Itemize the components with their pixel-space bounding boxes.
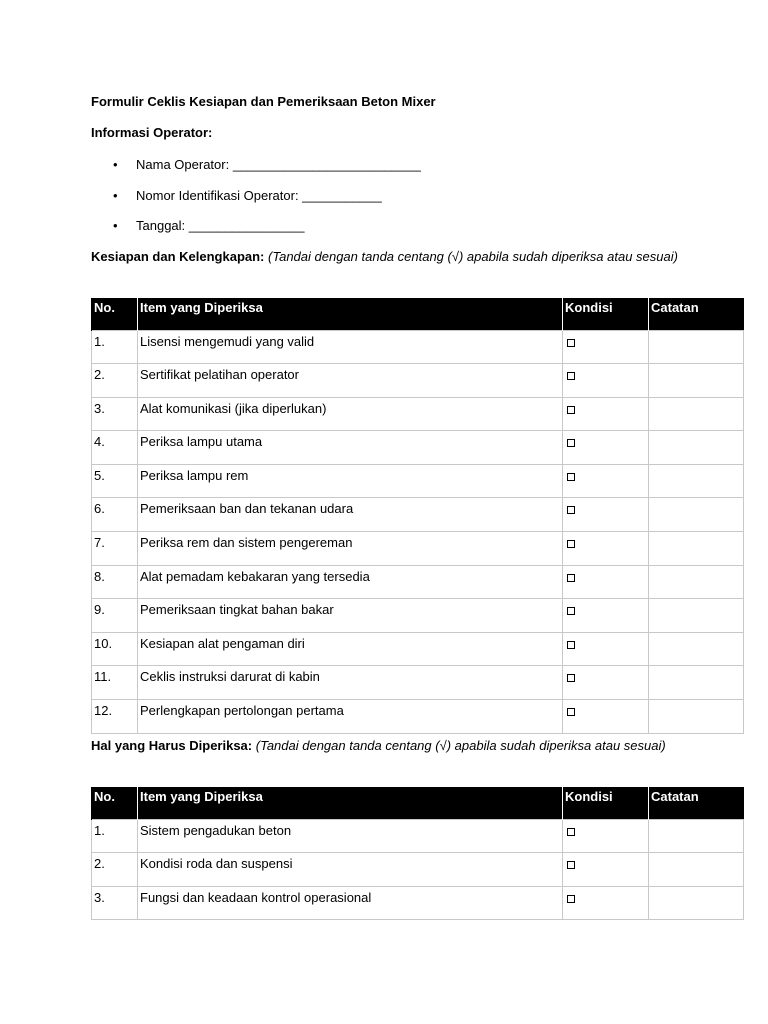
document-title: Formulir Ceklis Kesiapan dan Pemeriksaan Beton Mixer — [91, 94, 436, 109]
row-number: 2. — [92, 364, 138, 398]
inspection-instruction: (Tandai dengan tanda centang (√) apabila sudah diperiksa atau sesuai) — [255, 738, 666, 753]
field-label: Nama Operator: __________________________ — [136, 157, 421, 172]
column-header-item: Item yang Diperiksa — [138, 787, 563, 819]
row-item: Fungsi dan keadaan kontrol operasional — [138, 886, 563, 920]
row-catatan[interactable] — [649, 431, 744, 465]
row-number: 3. — [92, 397, 138, 431]
field-label: Nomor Identifikasi Operator: ___________ — [136, 187, 382, 203]
row-item: Periksa rem dan sistem pengereman — [138, 532, 563, 566]
kondisi-checkbox[interactable] — [567, 828, 575, 836]
bullet-icon: • — [113, 157, 118, 172]
table-row — [92, 397, 744, 431]
row-catatan[interactable] — [649, 632, 744, 666]
row-kondisi — [563, 464, 649, 498]
row-item: Ceklis instruksi darurat di kabin — [138, 666, 563, 700]
kondisi-checkbox[interactable] — [567, 473, 575, 481]
kondisi-checkbox[interactable] — [567, 439, 575, 447]
row-number: 7. — [92, 532, 138, 566]
row-item: Sistem pengadukan beton — [138, 819, 563, 853]
kondisi-checkbox[interactable] — [567, 574, 575, 582]
row-kondisi — [563, 498, 649, 532]
table-row — [92, 532, 744, 566]
row-item: Pemeriksaan ban dan tekanan udara — [138, 498, 563, 532]
kondisi-checkbox[interactable] — [567, 641, 575, 649]
row-item: Alat pemadam kebakaran yang tersedia — [138, 565, 563, 599]
kondisi-checkbox[interactable] — [567, 339, 575, 347]
kondisi-checkbox[interactable] — [567, 506, 575, 514]
row-catatan[interactable] — [649, 364, 744, 398]
table-row — [92, 819, 744, 853]
row-item: Lisensi mengemudi yang valid — [138, 330, 563, 364]
table-row — [92, 666, 744, 700]
row-catatan[interactable] — [649, 886, 744, 920]
row-item: Kondisi roda dan suspensi — [138, 853, 563, 887]
table-row — [92, 599, 744, 633]
table-row — [92, 364, 744, 398]
row-number: 9. — [92, 599, 138, 633]
row-number: 1. — [92, 330, 138, 364]
operator-id-field[interactable] — [91, 187, 421, 218]
field-label: Tanggal: ________________ — [136, 218, 305, 233]
row-item: Pemeriksaan tingkat bahan bakar — [138, 599, 563, 633]
column-header-catatan: Catatan — [649, 787, 744, 819]
operator-field-list — [91, 156, 421, 248]
table-row — [92, 700, 744, 734]
row-number: 12. — [92, 700, 138, 734]
table-row — [92, 330, 744, 364]
row-kondisi — [563, 886, 649, 920]
kondisi-checkbox[interactable] — [567, 406, 575, 414]
kondisi-checkbox[interactable] — [567, 372, 575, 380]
row-number: 2. — [92, 853, 138, 887]
row-kondisi — [563, 364, 649, 398]
row-item: Kesiapan alat pengaman diri — [138, 632, 563, 666]
column-header-kondisi: Kondisi — [563, 787, 649, 819]
row-number: 6. — [92, 498, 138, 532]
row-number: 1. — [92, 819, 138, 853]
row-kondisi — [563, 632, 649, 666]
row-catatan[interactable] — [649, 819, 744, 853]
row-catatan[interactable] — [649, 700, 744, 734]
row-item: Periksa lampu rem — [138, 464, 563, 498]
readiness-instruction: (Tandai dengan tanda centang (√) apabila sudah diperiksa atau sesuai) — [268, 249, 678, 264]
row-kondisi — [563, 853, 649, 887]
table-row — [92, 632, 744, 666]
row-catatan[interactable] — [649, 565, 744, 599]
row-number: 4. — [92, 431, 138, 465]
row-kondisi — [563, 819, 649, 853]
table-row — [92, 464, 744, 498]
kondisi-checkbox[interactable] — [567, 708, 575, 716]
row-kondisi — [563, 700, 649, 734]
kondisi-checkbox[interactable] — [567, 540, 575, 548]
table-row — [92, 853, 744, 887]
row-catatan[interactable] — [649, 666, 744, 700]
row-kondisi — [563, 330, 649, 364]
operator-name-field[interactable] — [91, 156, 421, 187]
kondisi-checkbox[interactable] — [567, 607, 575, 615]
row-kondisi — [563, 431, 649, 465]
row-kondisi — [563, 565, 649, 599]
readiness-heading: Kesiapan dan Kelengkapan: — [91, 249, 265, 264]
column-header-item: Item yang Diperiksa — [138, 298, 563, 330]
row-item: Alat komunikasi (jika diperlukan) — [138, 397, 563, 431]
column-header-no: No. — [92, 787, 138, 819]
readiness-intro — [91, 247, 691, 267]
row-catatan[interactable] — [649, 397, 744, 431]
table-row — [92, 431, 744, 465]
bullet-icon: • — [113, 218, 118, 233]
row-catatan[interactable] — [649, 464, 744, 498]
row-kondisi — [563, 599, 649, 633]
readiness-table — [91, 298, 744, 734]
row-number: 10. — [92, 632, 138, 666]
row-catatan[interactable] — [649, 853, 744, 887]
row-catatan[interactable] — [649, 532, 744, 566]
bullet-icon: • — [113, 187, 118, 203]
table-row — [92, 565, 744, 599]
row-kondisi — [563, 532, 649, 566]
table-row — [92, 886, 744, 920]
row-catatan[interactable] — [649, 599, 744, 633]
row-number: 3. — [92, 886, 138, 920]
row-catatan[interactable] — [649, 498, 744, 532]
row-number: 5. — [92, 464, 138, 498]
row-item: Sertifikat pelatihan operator — [138, 364, 563, 398]
inspection-intro — [91, 736, 691, 756]
row-kondisi — [563, 397, 649, 431]
operator-info-heading: Informasi Operator: — [91, 125, 213, 140]
row-catatan[interactable] — [649, 330, 744, 364]
table-row — [92, 498, 744, 532]
inspection-heading: Hal yang Harus Diperiksa: — [91, 738, 253, 753]
row-kondisi — [563, 666, 649, 700]
row-item: Periksa lampu utama — [138, 431, 563, 465]
kondisi-checkbox[interactable] — [567, 895, 575, 903]
row-item: Perlengkapan pertolongan pertama — [138, 700, 563, 734]
row-number: 8. — [92, 565, 138, 599]
column-header-no: No. — [92, 298, 138, 330]
row-number: 11. — [92, 666, 138, 700]
column-header-catatan: Catatan — [649, 298, 744, 330]
table-header-row — [92, 787, 744, 819]
kondisi-checkbox[interactable] — [567, 674, 575, 682]
date-field[interactable] — [91, 217, 421, 248]
column-header-kondisi: Kondisi — [563, 298, 649, 330]
table-header-row — [92, 298, 744, 330]
inspection-table — [91, 787, 744, 920]
kondisi-checkbox[interactable] — [567, 861, 575, 869]
